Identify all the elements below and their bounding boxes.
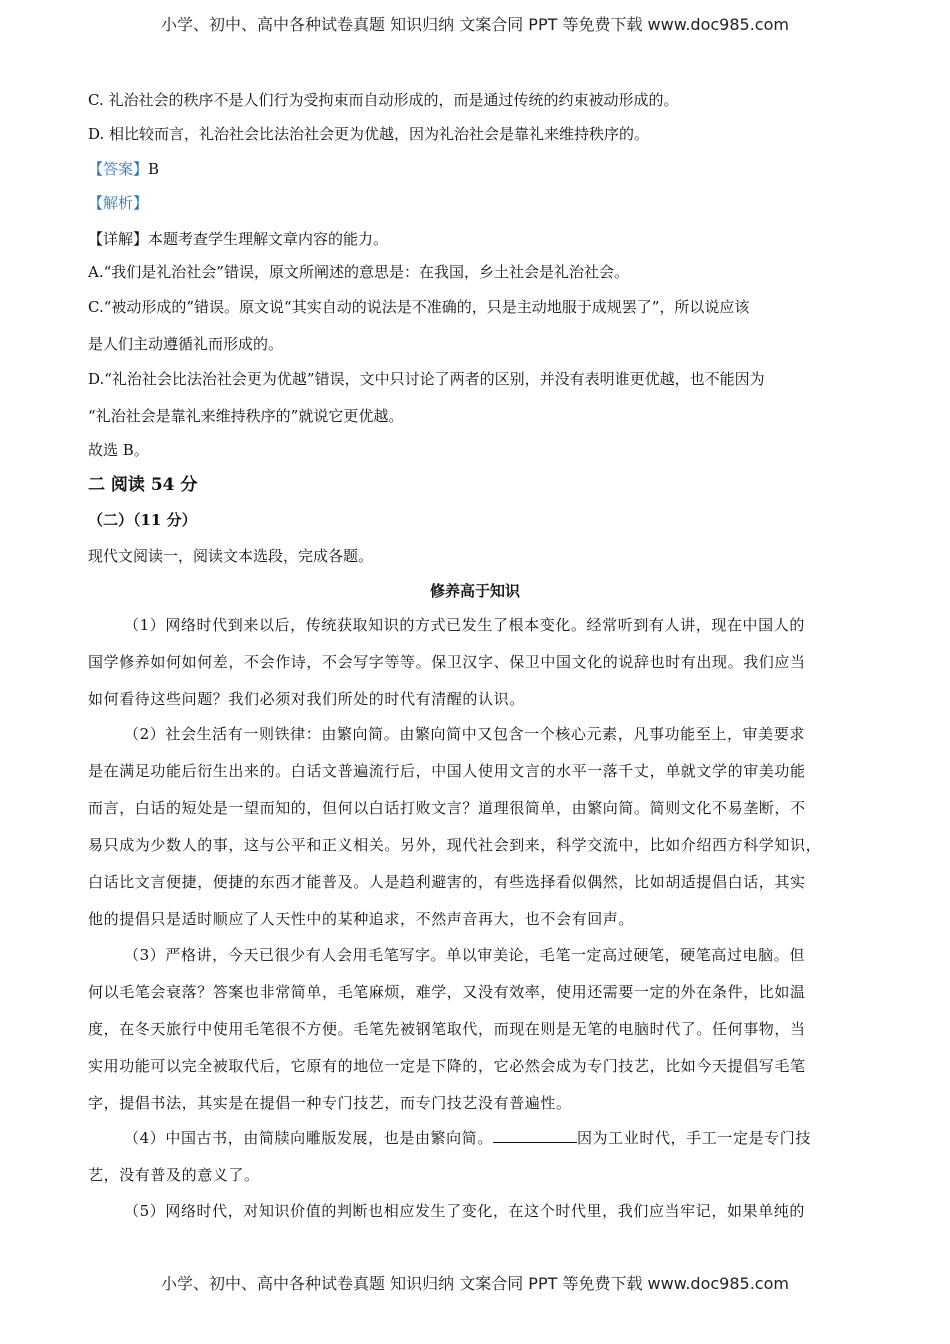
detail-d-line2: “礼治社会是靠礼来维持秩序的”就说它更优越。 <box>88 407 404 425</box>
analysis-label: 【解析】 <box>88 194 149 212</box>
fill-in-blank <box>493 1128 577 1143</box>
article-line-with-blank <box>124 1127 904 1149</box>
article-line: 是在满足功能后衍生出来的。白话文普遍流行后，中国人使用文言的水平一落千丈，单就文学的审美功能 <box>88 762 806 780</box>
article-line: （5）网络时代，对知识价值的判断也相应发生了变化，在这个时代里，我们应当牢记，如果单纯的 <box>124 1202 805 1220</box>
section-heading: 二 阅读 54 分 <box>88 475 198 495</box>
detail-c-line1: C.“被动形成的”错误。原文说“其实自动的说法是不准确的，只是主动地服于成规罢了”，所以说应该 <box>88 298 750 316</box>
article-line: 国学修养如何如何差，不会作诗，不会写字等等。保卫汉字、保卫中国文化的说辞也时有出现。我们应当 <box>88 653 806 671</box>
detail-a: A.“我们是礼治社会”错误，原文所阐述的意思是：在我国，乡土社会是礼治社会。 <box>88 263 629 281</box>
article-line: 他的提倡只是适时顺应了人天性中的某种追求，不然声音再大，也不会有回声。 <box>88 910 635 928</box>
detail-d-line1: D.“礼治社会比法治社会更为优越”错误，文中只讨论了两者的区别，并没有表明谁更优越，也不能因为 <box>88 370 765 388</box>
option-c: C. 礼治社会的秩序不是人们行为受拘束而自动形成的，而是通过传统的约束被动形成的。 <box>88 91 679 109</box>
article-line: 实用功能可以完全被取代后，它原有的地位一定是下降的，它必然会成为专门技艺，比如今天提倡写毛笔 <box>88 1057 806 1075</box>
article-line: （2）社会生活有一则铁律：由繁向简。由繁向简中又包含一个核心元素，凡事功能至上，审美要求 <box>124 725 805 743</box>
answer-value: B <box>148 160 160 178</box>
article-line-part: 因为工业时代，手工一定是专门技 <box>576 1129 811 1147</box>
article-line: 如何看待这些问题？我们必须对我们所处的时代有清醒的认识。 <box>88 690 525 708</box>
answer-label: 【答案】 <box>88 160 149 178</box>
article-line: 而言，白话的短处是一望而知的，但何以白话打败文言？道理很简单，由繁向简。简则文化不易垄断，不 <box>88 799 806 817</box>
section-instruction: 现代文阅读一，阅读文本选段，完成各题。 <box>88 547 374 565</box>
detail-conclusion: 故选 B。 <box>88 441 149 459</box>
article-line: 艺，没有普及的意义了。 <box>88 1166 260 1184</box>
page-header: 小学、初中、高中各种试卷真题 知识归纳 文案合同 PPT 等免费下载 www.doc985.com <box>161 15 789 34</box>
option-d: D. 相比较而言，礼治社会比法治社会更为优越，因为礼治社会是靠礼来维持秩序的。 <box>88 125 650 143</box>
article-line: 何以毛笔会衰落？答案也非常简单，毛笔麻烦，难学，又没有效率，使用还需要一定的外在条件，比如温 <box>88 983 806 1001</box>
article-line-part: （4）中国古书，由简牍向雕版发展，也是由繁向简。 <box>124 1129 493 1147</box>
answer-row <box>88 158 868 180</box>
article-line: 白话比文言便捷，便捷的东西才能普及。人是趋利避害的，有些选择看似偶然，比如胡适提倡白话，其实 <box>88 873 806 891</box>
detail-c-line2: 是人们主动遵循礼而形成的。 <box>88 335 284 353</box>
article-title: 修养高于知识 <box>429 582 520 600</box>
section-subheading: （二）（11 分） <box>88 511 197 529</box>
article-line: （3）严格讲，今天已很少有人会用毛笔写字。单以审美论，毛笔一定高过硬笔，硬笔高过电脑。但 <box>124 946 805 964</box>
article-line: 字，提倡书法，其实是在提倡一种专门技艺，而专门技艺没有普遍性。 <box>88 1094 572 1112</box>
article-line: （1）网络时代到来以后，传统获取知识的方式已发生了根本变化。经常听到有人讲，现在中国人的 <box>124 616 805 634</box>
article-line: 易只成为少数人的事，这与公平和正义相关。另外，现代社会到来，科学交流中，比如介绍西方科学知识， <box>88 836 822 854</box>
detail-intro: 【详解】本题考查学生理解文章内容的能力。 <box>88 230 389 248</box>
article-line: 度，在冬天旅行中使用毛笔很不方便。毛笔先被钢笔取代，而现在则是无笔的电脑时代了。任何事物，当 <box>88 1020 806 1038</box>
page-footer: 小学、初中、高中各种试卷真题 知识归纳 文案合同 PPT 等免费下载 www.doc985.com <box>161 1274 789 1293</box>
